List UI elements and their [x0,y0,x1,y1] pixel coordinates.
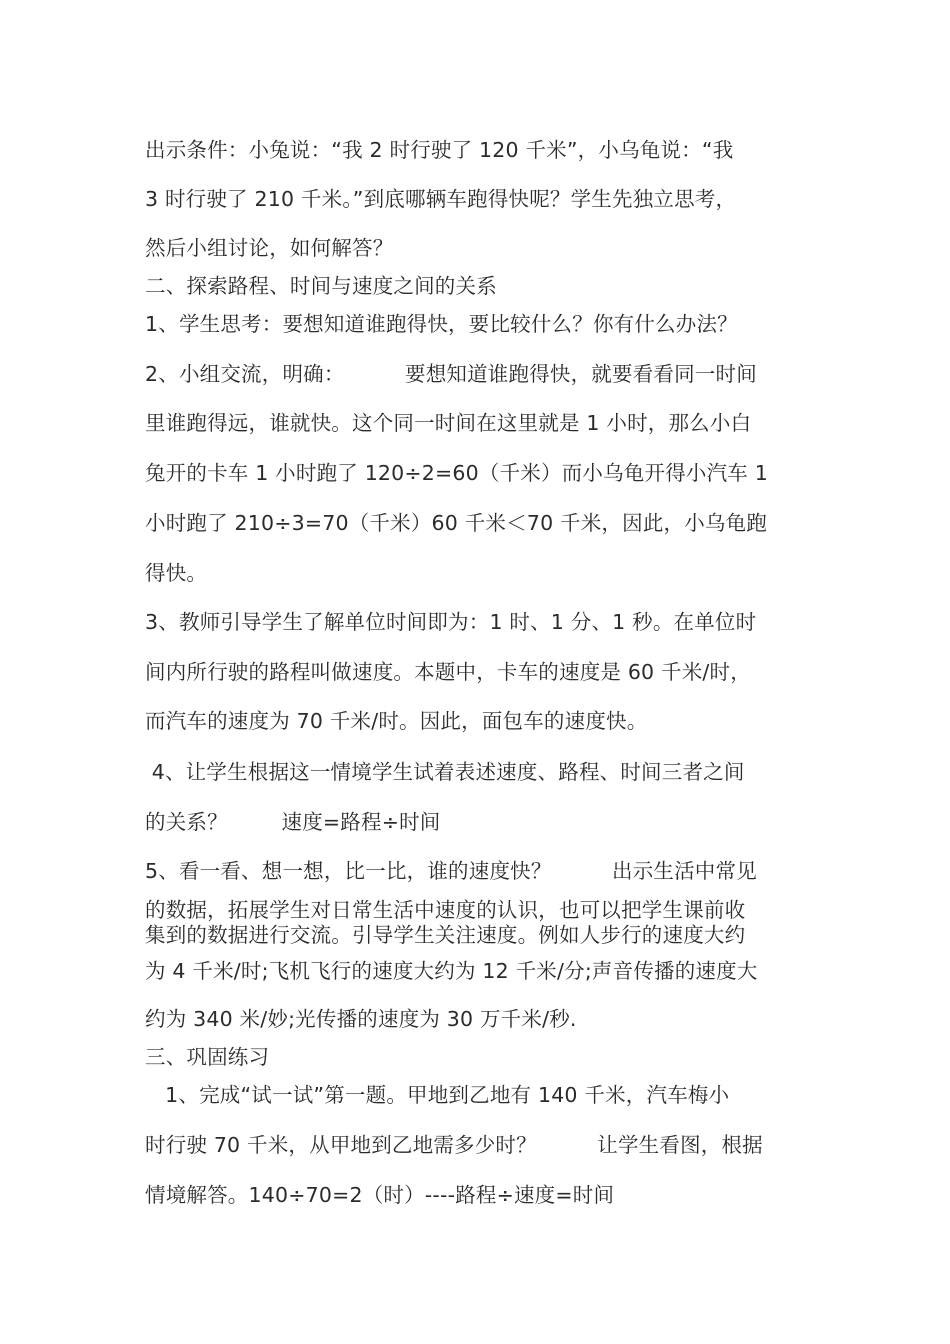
text-line-16: 5、看一看、想一想，比一比，谁的速度快？ 出示生活中常见 [145,859,757,883]
text-line-24: 情境解答。140÷70=2（时）----路程÷速度=时间 [145,1183,615,1207]
text-line-19: 为 4 千米/时;飞机飞行的速度大约为 12 千米/分;声音传播的速度大 [145,959,758,983]
text-line-23: 时行驶 70 千米，从甲地到乙地需多少时？ 让学生看图，根据 [145,1133,763,1157]
text-line-2: 3 时行驶了 210 千米。”到底哪辆车跑得快呢？学生先独立思考， [145,187,737,211]
text-line-9: 小时跑了 210÷3=70（千米）60 千米＜70 千米，因此，小乌龟跑 [145,511,768,535]
section-heading-2: 二、探索路程、时间与速度之间的关系 [145,274,497,298]
text-line-1: 出示条件：小兔说：“我 2 时行驶了 120 千米”，小乌龟说：“我 [145,138,734,162]
text-line-11: 3、教师引导学生了解单位时间即为：1 时、1 分、1 秒。在单位时 [145,610,757,634]
text-line-14: 4、让学生根据这一情境学生试着表述速度、路程、时间三者之间 [145,760,745,784]
text-line-8: 兔开的卡车 1 小时跑了 120÷2=60（千米）而小乌龟开得小汽车 1 [145,461,768,485]
text-line-3: 然后小组讨论，如何解答？ [145,236,394,260]
text-line-13: 而汽车的速度为 70 千米/时。因此，面包车的速度快。 [145,709,648,733]
text-line-18: 集到的数据进行交流。引导学生关注速度。例如人步行的速度大约 [145,923,746,947]
text-line-22: 1、完成“试一试”第一题。甲地到乙地有 140 千米，汽车梅小 [145,1083,730,1107]
text-line-15: 的关系？ 速度=路程÷时间 [145,810,441,834]
text-line-20: 约为 340 米/妙;光传播的速度为 30 万千米/秒. [145,1007,577,1031]
text-line-10: 得快。 [145,561,208,585]
text-line-7: 里谁跑得远，谁就快。这个同一时间在这里就是 1 小时，那么小白 [145,411,752,435]
text-line-12: 间内所行驶的路程叫做速度。本题中，卡车的速度是 60 千米/时， [145,660,751,684]
text-line-5: 1、学生思考：要想知道谁跑得快，要比较什么？你有什么办法？ [145,312,738,336]
text-line-6: 2、小组交流，明确： 要想知道谁跑得快，就要看看同一时间 [145,362,757,386]
section-heading-3: 三、巩固练习 [145,1045,270,1069]
text-line-17: 的数据，拓展学生对日常生活中速度的认识，也可以把学生课前收 [145,898,746,922]
